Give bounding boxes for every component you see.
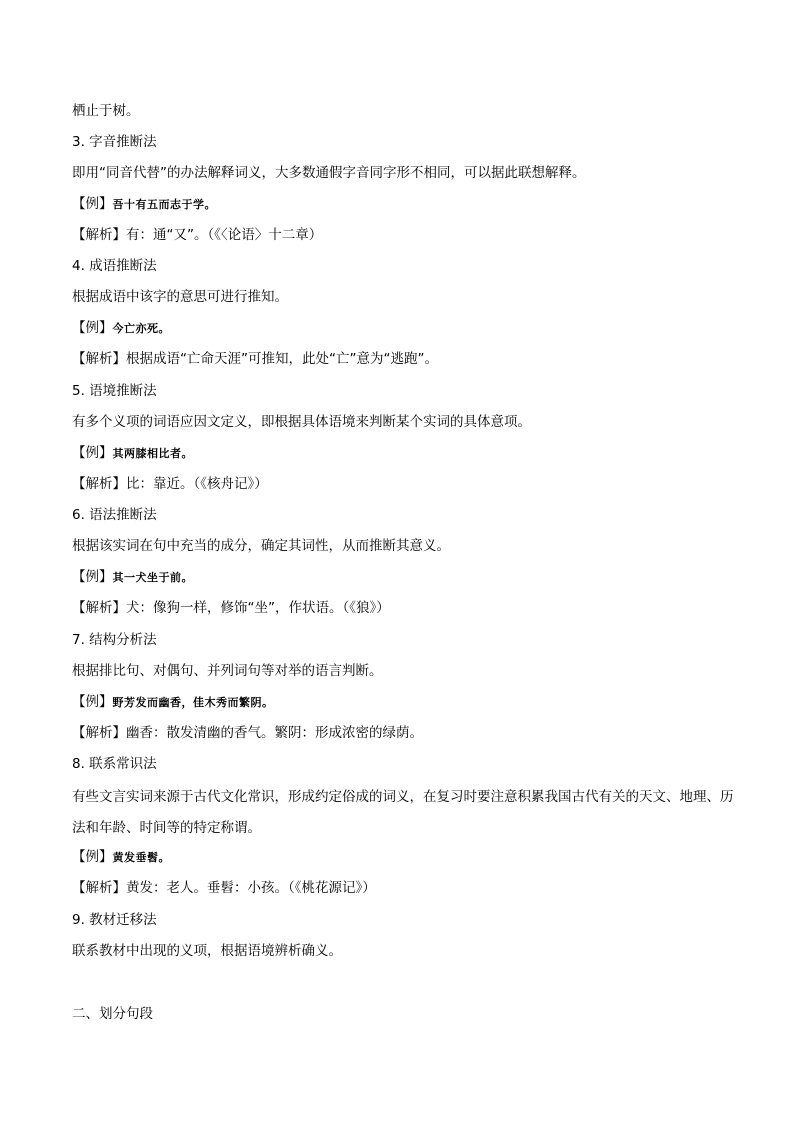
analysis-line: 【解析】犬：像狗一样，修饰“坐”，作状语。（《狼》） xyxy=(72,600,390,616)
example-text: 野芳发而幽香，佳木秀而繁阴。 xyxy=(112,696,274,709)
example-label: 【例】 xyxy=(72,849,113,865)
section-description: 有多个义项的词语应因文定义，即根据具体语境来判断某个实词的具体意项。 xyxy=(72,414,531,430)
section-heading: 5. 语境推断法 xyxy=(72,383,157,399)
example-label: 【例】 xyxy=(72,320,113,336)
section-description: 即用“同音代替”的办法解释词义，大多数通假字音同字形不相同，可以据此联想解释。 xyxy=(72,165,586,181)
analysis-line: 【解析】黄发：老人。垂髫：小孩。（《桃花源记》） xyxy=(72,880,376,896)
example-label: 【例】 xyxy=(72,445,113,461)
example-label: 【例】 xyxy=(72,694,113,710)
example-line xyxy=(72,692,734,713)
example-line xyxy=(72,318,734,339)
example-line xyxy=(72,567,734,588)
section-heading: 3. 字音推断法 xyxy=(72,134,157,150)
example-text: 今亡亦死。 xyxy=(112,322,170,335)
intro-tail-text: 栖止于树。 xyxy=(72,103,140,119)
analysis-line: 【解析】比：靠近。（《核舟记》） xyxy=(72,476,268,492)
section-description: 有些文言实词来源于古代文化常识，形成约定俗成的词义，在复习时要注意积累我国古代有关的天文、地理、历法和年龄、时间等的特定称谓。 xyxy=(72,789,734,836)
section-description: 联系教材中出现的义项，根据语境辨析确义。 xyxy=(72,943,342,959)
example-label: 【例】 xyxy=(72,569,113,585)
section-description: 根据成语中该字的意思可进行推知。 xyxy=(72,289,288,305)
example-text: 吾十有五而志于学。 xyxy=(112,198,216,211)
example-text: 其两膝相比者。 xyxy=(112,447,193,460)
part-heading: 二、划分句段 xyxy=(72,1006,153,1022)
example-line xyxy=(72,443,734,464)
section-heading: 8. 联系常识法 xyxy=(72,756,157,772)
analysis-line: 【解析】有：通“又”。（《〈论语〉十二章） xyxy=(72,227,323,243)
analysis-line: 【解析】根据成语“亡命天涯”可推知，此处“亡”意为“逃跑”。 xyxy=(72,351,438,367)
section-heading: 7. 结构分析法 xyxy=(72,632,157,648)
section-heading: 4. 成语推断法 xyxy=(72,258,157,274)
example-line xyxy=(72,194,734,215)
section-description: 根据排比句、对偶句、并列词句等对举的语言判断。 xyxy=(72,663,383,679)
example-label: 【例】 xyxy=(72,196,113,212)
analysis-line: 【解析】幽香：散发清幽的香气。繁阴：形成浓密的绿荫。 xyxy=(72,725,423,741)
example-text: 黄发垂髫。 xyxy=(112,851,170,864)
section-description: 根据该实词在句中充当的成分，确定其词性，从而推断其意义。 xyxy=(72,538,450,554)
section-heading: 6. 语法推断法 xyxy=(72,507,157,523)
example-line xyxy=(72,847,734,868)
example-text: 其一犬坐于前。 xyxy=(112,571,193,584)
section-heading: 9. 教材迁移法 xyxy=(72,912,157,928)
